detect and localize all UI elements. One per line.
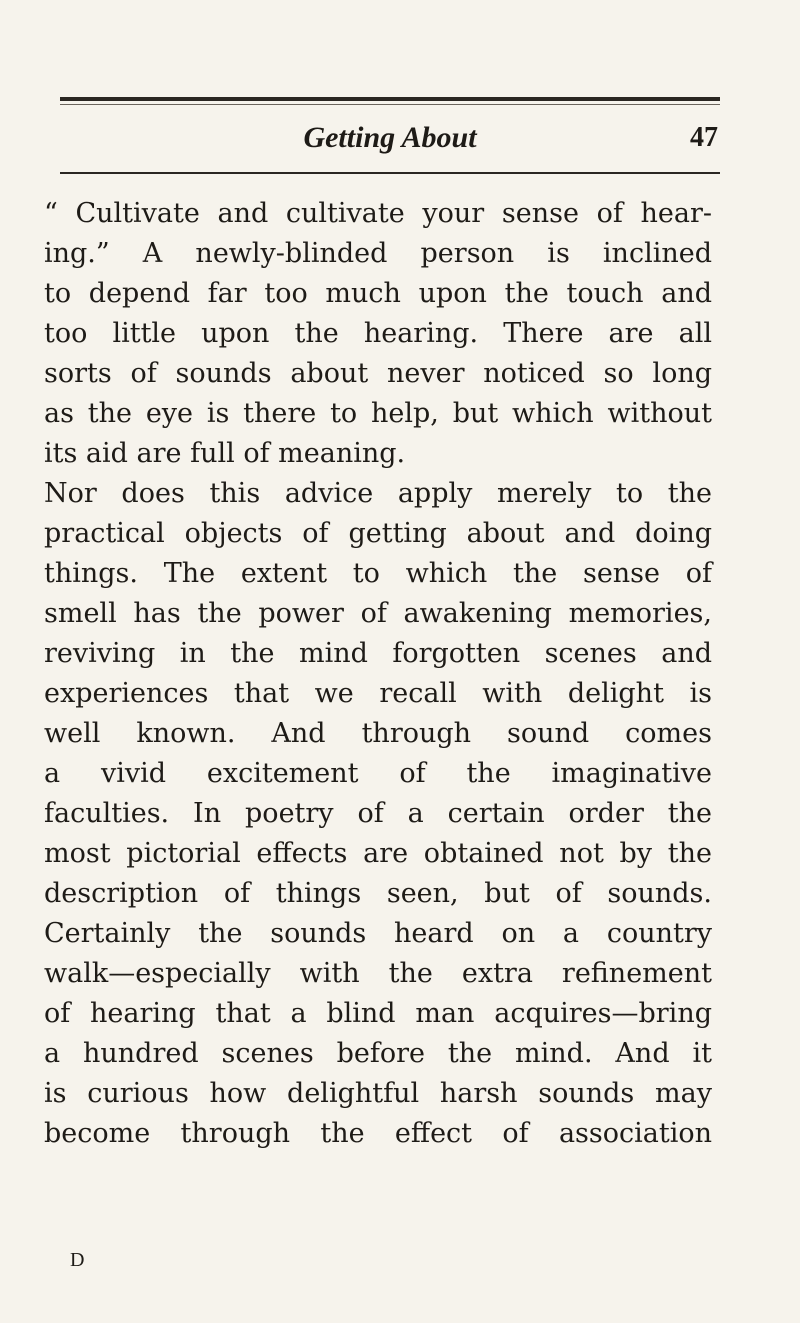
text-line: description of things seen, but of sounds. (44, 878, 712, 909)
text-line: practical objects of getting about and doing (44, 518, 712, 549)
text-line: walk—especially with the extra refinement (44, 958, 712, 989)
text-line: as the eye is there to help, but which without (44, 398, 712, 429)
text-line: things. The extent to which the sense of (44, 558, 712, 589)
top-rule-thin (60, 104, 720, 105)
text-line: most pictorial effects are obtained not by the (44, 838, 712, 869)
signature-mark: D (70, 1249, 85, 1271)
text-line: a vivid excitement of the imaginative (44, 758, 712, 789)
text-line: sorts of sounds about never noticed so long (44, 358, 712, 389)
text-line: of hearing that a blind man acquires—bring (44, 998, 712, 1029)
text-line: ing.” A newly-blinded person is inclined (44, 238, 712, 269)
text-line: smell has the power of awakening memories, (44, 598, 712, 629)
text-line: become through the effect of association (44, 1118, 712, 1149)
top-rule-thick (60, 97, 720, 101)
text-line: too little upon the hearing. There are all (44, 318, 712, 349)
page-number: 47 (690, 122, 718, 153)
running-head (60, 118, 720, 162)
text-line: to depend far too much upon the touch and (44, 278, 712, 309)
text-line: reviving in the mind forgotten scenes and (44, 638, 712, 669)
text-line: well known. And through sound comes (44, 718, 712, 749)
text-line: “ Cultivate and cultivate your sense of hear- (44, 198, 712, 229)
body-text (44, 194, 712, 1154)
text-line: is curious how delightful harsh sounds may (44, 1078, 712, 1109)
text-line: a hundred scenes before the mind. And it (44, 1038, 712, 1069)
head-rule (60, 172, 720, 174)
text-line: its aid are full of meaning. (44, 438, 406, 469)
text-line: experiences that we recall with delight is (44, 678, 712, 709)
running-title: Getting About (303, 121, 477, 154)
text-line: faculties. In poetry of a certain order the (44, 798, 712, 829)
text-line: Nor does this advice apply merely to the (44, 478, 712, 509)
text-line: Certainly the sounds heard on a country (44, 918, 712, 949)
